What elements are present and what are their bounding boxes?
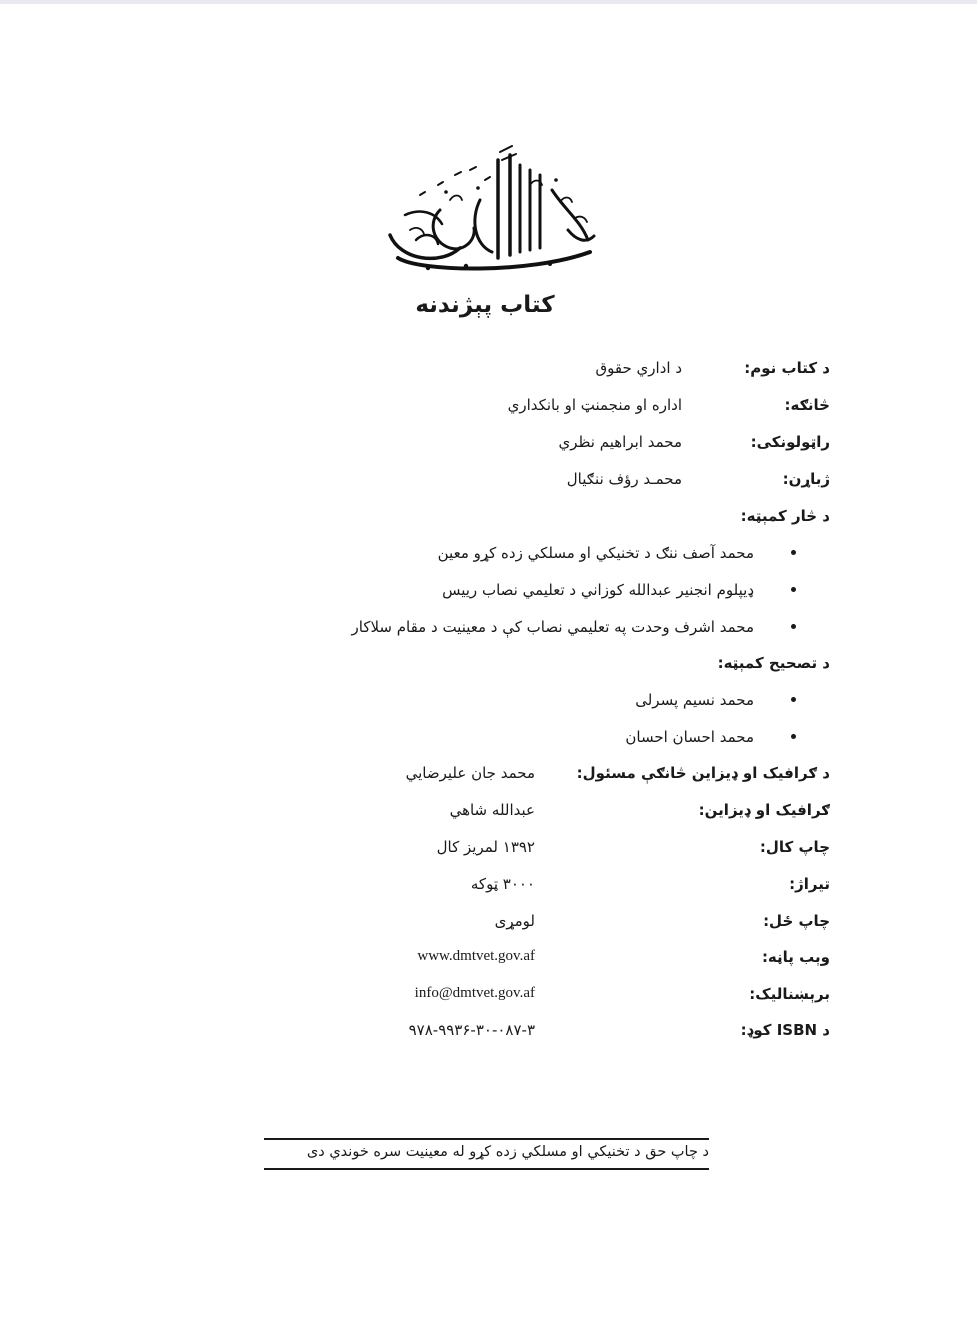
- print-year-label: چاپ کال:: [759, 838, 830, 856]
- edition-value: لومړی: [494, 912, 535, 930]
- book-name-value: د اداري حقوق: [595, 359, 682, 377]
- email-label: برېښنالیک:: [749, 985, 830, 1003]
- detail-row-isbn: [380, 1021, 830, 1043]
- circulation-value: ۳۰۰۰ ټوکه: [470, 875, 535, 893]
- detail-row-graphics: [380, 801, 830, 823]
- department-value: اداره او منجمنټ او بانکداري: [507, 396, 682, 414]
- email-link[interactable]: info@dmtvet.gov.af: [414, 985, 535, 1001]
- graphics-label: ګرافیک او ډیزاین:: [698, 801, 830, 819]
- info-row-translator: [480, 470, 830, 492]
- isbn-value: ۹۷۸-۹۹۳۶-۳۰-۰۸۷-۳: [408, 1021, 535, 1039]
- detail-row-graphics-head: [380, 764, 830, 786]
- detail-row-print-year: [380, 838, 830, 860]
- list-item: محمد آصف ننګ د تخنیکي او مسلکي زده کړو معین: [300, 544, 800, 566]
- bullet: [791, 624, 796, 629]
- list-item: ډیپلوم انجنیر عبدالله کوزاني د تعلیمي نصاب رییس: [300, 581, 800, 603]
- detail-row-circulation: [380, 875, 830, 897]
- footer-top-rule: [264, 1138, 709, 1140]
- translator-label: ژباړن:: [782, 470, 830, 488]
- copyright-note: د چاپ حق د تخنیکي او مسلکي زده کړو له معینیت سره خوندي دی: [306, 1144, 709, 1160]
- bullet: [791, 734, 796, 739]
- list-item: محمد اشرف وحدت په تعلیمي نصاب کې د معینیت د مقام سلاکار: [300, 618, 800, 640]
- translator-value: محمـد رؤف ننګیال: [566, 470, 682, 488]
- info-row-book-name: [480, 359, 830, 381]
- department-label: څانګه:: [784, 396, 830, 414]
- print-year-value: ۱۳۹۲ لمریز کال: [436, 838, 535, 856]
- compiler-label: راټولونکی:: [750, 433, 830, 451]
- bullet: [791, 587, 796, 592]
- page-title: کتاب پېژندنه: [415, 292, 555, 318]
- detail-row-edition: [380, 912, 830, 934]
- list-item: محمد احسان احسان: [300, 728, 800, 750]
- website-label: وېب پاڼه:: [761, 948, 830, 966]
- bullet: [791, 550, 796, 555]
- detail-row-email: [380, 985, 830, 1007]
- basmala-calligraphy: [380, 140, 600, 280]
- website-link[interactable]: www.dmtvet.gov.af: [417, 948, 535, 964]
- detail-row-website: [380, 948, 830, 970]
- info-row-compiler: [480, 433, 830, 455]
- top-edge-bar: [0, 0, 977, 4]
- footer-bottom-rule: [264, 1168, 709, 1170]
- supervision-committee-heading: د څار کمېټه:: [740, 507, 830, 525]
- graphics-value: عبدالله شاهي: [449, 801, 535, 819]
- circulation-label: تیراژ:: [789, 875, 830, 893]
- graphics-head-label: د ګرافیک او ډیزاین څانګې مسئول:: [576, 764, 830, 782]
- info-row-department: [480, 396, 830, 418]
- isbn-label: د ISBN کوډ:: [740, 1021, 830, 1039]
- list-item: محمد نسیم پسرلی: [300, 691, 800, 713]
- bullet: [791, 697, 796, 702]
- compiler-value: محمد ابراهیم نظري: [558, 433, 682, 451]
- edition-label: چاپ ځل:: [763, 912, 830, 930]
- correction-committee-heading: د تصحیح کمېټه:: [717, 654, 830, 672]
- graphics-head-value: محمد جان علیرضایي: [405, 764, 535, 782]
- book-name-label: د کتاب نوم:: [744, 359, 830, 377]
